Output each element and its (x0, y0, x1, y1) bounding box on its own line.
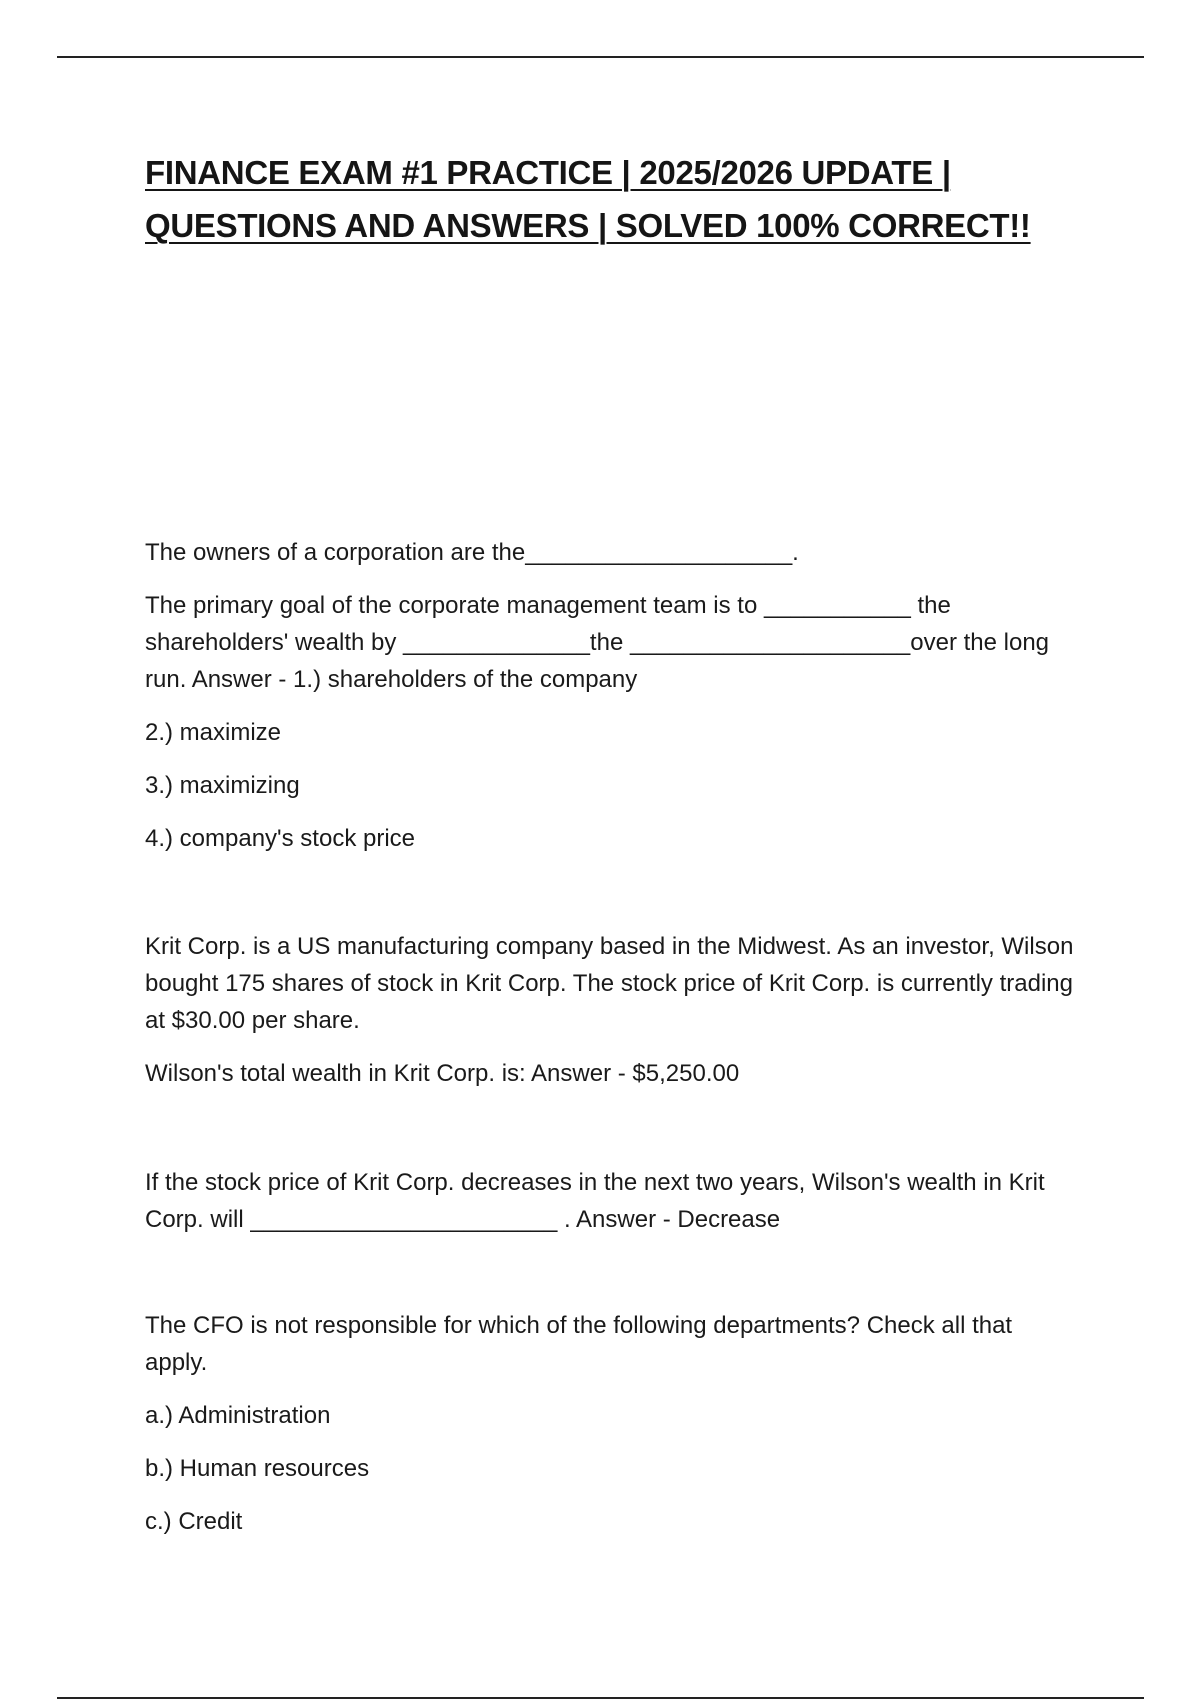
question-text: Wilson's total wealth in Krit Corp. is: Answer - $5,250.00 (145, 1060, 740, 1087)
question-block-owners (145, 534, 1075, 857)
document-title: FINANCE EXAM #1 PRACTICE | 2025/2026 UPDATE | QUESTIONS AND ANSWERS | SOLVED 100% CORRECT!! (145, 154, 1031, 244)
question-text: The primary goal of the corporate management team is to ___________ the shareholders' wealth by ______________the _____________________over the long run. Answer - 1.) shareholders of the company (145, 592, 1050, 693)
bottom-rule (57, 1697, 1144, 1699)
question-context: Krit Corp. is a US manufacturing company based in the Midwest. As an investor, Wilson bought 175 shares of stock in Krit Corp. The stock price of Krit Corp. is currently trading at $30.00 per share. (145, 933, 1074, 1034)
question-block-cfo (145, 1307, 1075, 1540)
answer-item: 4.) company's stock price (145, 825, 416, 852)
option-item: b.) Human resources (145, 1455, 370, 1482)
option-item: a.) Administration (145, 1402, 331, 1429)
answer-item: 3.) maximizing (145, 772, 300, 799)
question-text: If the stock price of Krit Corp. decreases in the next two years, Wilson's wealth in Krit Corp. will _______________________ . Answer - Decrease (145, 1169, 1045, 1233)
question-block-krit-wealth (145, 928, 1075, 1092)
top-rule (57, 56, 1144, 58)
answer-item: 2.) maximize (145, 719, 282, 746)
question-block-stock-decrease (145, 1164, 1075, 1238)
question-text: The owners of a corporation are the____________________. (145, 539, 799, 566)
question-text: The CFO is not responsible for which of the following departments? Check all that apply. (145, 1312, 1013, 1376)
option-item: c.) Credit (145, 1508, 243, 1535)
